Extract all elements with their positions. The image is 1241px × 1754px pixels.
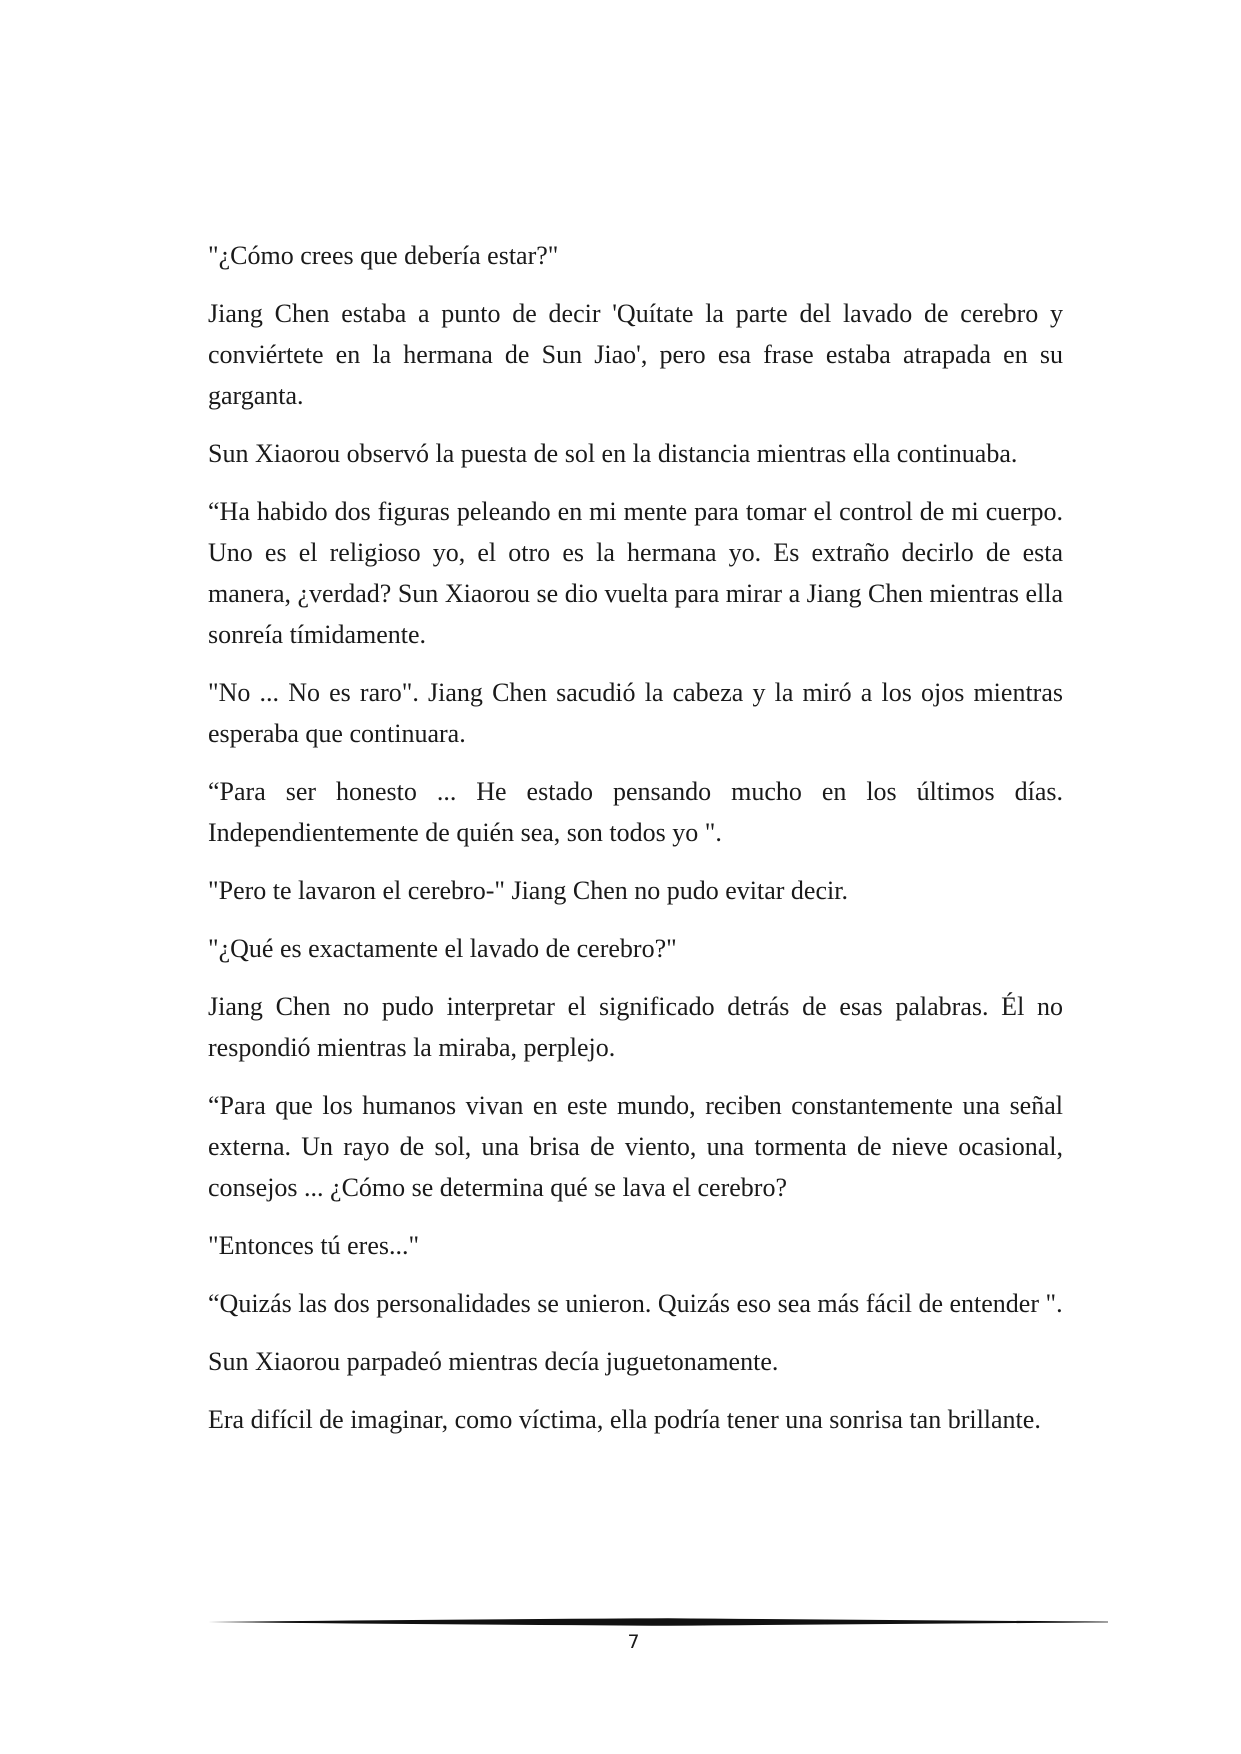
paragraph: "No ... No es raro". Jiang Chen sacudió la cabeza y la miró a los ojos mientras esperaba que continuara. [208, 678, 1063, 748]
paragraph: Sun Xiaorou parpadeó mientras decía juguetonamente. [208, 1347, 779, 1376]
paragraph: “Quizás las dos personalidades se unieron. Quizás eso sea más fácil de entender ". [208, 1289, 1063, 1318]
paragraph: Jiang Chen no pudo interpretar el significado detrás de esas palabras. Él no respondió mientras la miraba, perplejo. [208, 992, 1063, 1062]
footer-divider [208, 1617, 1108, 1627]
paragraph: Sun Xiaorou observó la puesta de sol en la distancia mientras ella continuaba. [208, 439, 1018, 468]
paragraph: Era difícil de imaginar, como víctima, ella podría tener una sonrisa tan brillante. [208, 1405, 1041, 1434]
paragraph: “Para ser honesto ... He estado pensando mucho en los últimos días. Independientemente de quién sea, son todos yo ". [208, 777, 1063, 847]
paragraph: "¿Cómo crees que debería estar?" [208, 241, 559, 270]
paragraph: "¿Qué es exactamente el lavado de cerebro?" [208, 934, 677, 963]
paragraph: "Pero te lavaron el cerebro-" Jiang Chen no pudo evitar decir. [208, 876, 848, 905]
paragraph: “Para que los humanos vivan en este mundo, reciben constantemente una señal externa. Un rayo de sol, una brisa de viento, una tormenta de nieve ocasional, consejos ... ¿Cómo se determina qué se lava el cerebro? [208, 1091, 1063, 1202]
paragraph: "Entonces tú eres..." [208, 1231, 420, 1260]
paragraph: Jiang Chen estaba a punto de decir 'Quítate la parte del lavado de cerebro y conviértete en la hermana de Sun Jiao', pero esa frase estaba atrapada en su garganta. [208, 299, 1063, 410]
page-body [208, 235, 1063, 1457]
paragraph: “Ha habido dos figuras peleando en mi mente para tomar el control de mi cuerpo. Uno es el religioso yo, el otro es la hermana yo. Es extraño decirlo de esta manera, ¿verdad? Sun Xiaorou se dio vuelta para mirar a Jiang Chen mientras ella sonreía tímidamente. [208, 497, 1063, 649]
page-number: 7 [627, 1631, 640, 1653]
